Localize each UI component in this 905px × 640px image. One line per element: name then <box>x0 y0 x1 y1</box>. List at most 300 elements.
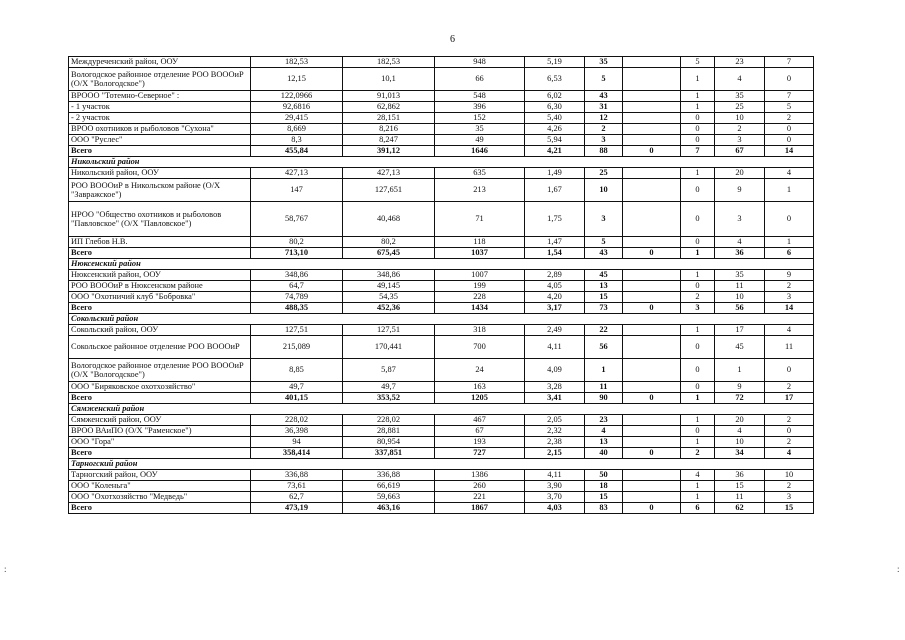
value-cell-col-7: 5 <box>681 57 715 68</box>
value-cell-col-7: 1 <box>681 481 715 492</box>
value-cell-col-5: 43 <box>585 248 623 259</box>
value-cell-col-4: 3,90 <box>525 481 585 492</box>
value-cell-col-3: 152 <box>435 113 525 124</box>
data-table-container <box>68 56 813 514</box>
section-title: Нюксенский район <box>69 259 814 270</box>
value-cell-col-6 <box>623 168 681 179</box>
value-cell-col-2: 452,36 <box>343 303 435 314</box>
value-cell-col-1: 58,767 <box>251 202 343 237</box>
value-cell-col-9: 0 <box>765 202 814 237</box>
organization-name-cell: - 1 участок <box>69 102 251 113</box>
value-cell-col-4: 5,40 <box>525 113 585 124</box>
value-cell-col-6 <box>623 91 681 102</box>
value-cell-col-8: 10 <box>715 113 765 124</box>
value-cell-col-9: 5 <box>765 102 814 113</box>
value-cell-col-7: 0 <box>681 135 715 146</box>
value-cell-col-5: 13 <box>585 281 623 292</box>
value-cell-col-4: 4,11 <box>525 336 585 359</box>
value-cell-col-7: 0 <box>681 124 715 135</box>
value-cell-col-8: 72 <box>715 393 765 404</box>
value-cell-col-8: 9 <box>715 179 765 202</box>
value-cell-col-1: 348,86 <box>251 270 343 281</box>
value-cell-col-5: 90 <box>585 393 623 404</box>
organization-name-cell: ООО "Руслес" <box>69 135 251 146</box>
value-cell-col-9: 7 <box>765 91 814 102</box>
value-cell-col-1: 94 <box>251 437 343 448</box>
value-cell-col-4: 2,89 <box>525 270 585 281</box>
value-cell-col-6 <box>623 237 681 248</box>
total-label: Всего <box>69 248 251 259</box>
organization-name-cell: Вологодское районное отделение РОО ВОООиР (О/Х "Вологодское") <box>69 359 251 382</box>
value-cell-col-8: 4 <box>715 68 765 91</box>
value-cell-col-7: 1 <box>681 437 715 448</box>
value-cell-col-3: 548 <box>435 91 525 102</box>
value-cell-col-3: 49 <box>435 135 525 146</box>
value-cell-col-9: 0 <box>765 359 814 382</box>
table-row <box>69 179 814 202</box>
value-cell-col-6 <box>623 68 681 91</box>
value-cell-col-6 <box>623 113 681 124</box>
value-cell-col-4: 1,67 <box>525 179 585 202</box>
value-cell-col-1: 147 <box>251 179 343 202</box>
organization-name-cell: Никольский район, ООУ <box>69 168 251 179</box>
value-cell-col-6 <box>623 102 681 113</box>
total-label: Всего <box>69 303 251 314</box>
value-cell-col-2: 348,86 <box>343 270 435 281</box>
value-cell-col-2: 80,954 <box>343 437 435 448</box>
value-cell-col-7: 1 <box>681 415 715 426</box>
value-cell-col-4: 2,49 <box>525 325 585 336</box>
value-cell-col-7: 1 <box>681 492 715 503</box>
value-cell-col-6: 0 <box>623 448 681 459</box>
value-cell-col-9: 17 <box>765 393 814 404</box>
value-cell-col-5: 11 <box>585 382 623 393</box>
organization-name-cell: ООО "Биряковское охотхозяйство" <box>69 382 251 393</box>
table-row <box>69 270 814 281</box>
value-cell-col-9: 9 <box>765 270 814 281</box>
value-cell-col-5: 35 <box>585 57 623 68</box>
value-cell-col-1: 401,15 <box>251 393 343 404</box>
value-cell-col-5: 23 <box>585 415 623 426</box>
value-cell-col-5: 5 <box>585 68 623 91</box>
value-cell-col-7: 1 <box>681 91 715 102</box>
value-cell-col-6 <box>623 325 681 336</box>
value-cell-col-4: 1,75 <box>525 202 585 237</box>
value-cell-col-6 <box>623 437 681 448</box>
value-cell-col-4: 1,54 <box>525 248 585 259</box>
organization-name-cell: ООО "Охотхозяйство "Медведь" <box>69 492 251 503</box>
value-cell-col-3: 318 <box>435 325 525 336</box>
value-cell-col-8: 35 <box>715 91 765 102</box>
value-cell-col-1: 122,0966 <box>251 91 343 102</box>
value-cell-col-8: 11 <box>715 281 765 292</box>
value-cell-col-4: 4,11 <box>525 470 585 481</box>
value-cell-col-7: 1 <box>681 102 715 113</box>
value-cell-col-9: 2 <box>765 481 814 492</box>
value-cell-col-9: 14 <box>765 146 814 157</box>
value-cell-col-8: 10 <box>715 292 765 303</box>
value-cell-col-6 <box>623 281 681 292</box>
value-cell-col-7: 0 <box>681 237 715 248</box>
value-cell-col-9: 2 <box>765 415 814 426</box>
value-cell-col-1: 80,2 <box>251 237 343 248</box>
value-cell-col-5: 15 <box>585 292 623 303</box>
value-cell-col-7: 1 <box>681 270 715 281</box>
value-cell-col-9: 1 <box>765 179 814 202</box>
value-cell-col-8: 1 <box>715 359 765 382</box>
section-title: Никольский район <box>69 157 814 168</box>
total-row <box>69 248 814 259</box>
value-cell-col-3: 396 <box>435 102 525 113</box>
value-cell-col-8: 36 <box>715 248 765 259</box>
value-cell-col-2: 8,247 <box>343 135 435 146</box>
value-cell-col-6: 0 <box>623 503 681 514</box>
value-cell-col-9: 6 <box>765 248 814 259</box>
value-cell-col-6 <box>623 179 681 202</box>
value-cell-col-9: 15 <box>765 503 814 514</box>
value-cell-col-6 <box>623 481 681 492</box>
value-cell-col-5: 25 <box>585 168 623 179</box>
value-cell-col-4: 3,70 <box>525 492 585 503</box>
value-cell-col-2: 675,45 <box>343 248 435 259</box>
value-cell-col-8: 4 <box>715 237 765 248</box>
section-header-row <box>69 314 814 325</box>
value-cell-col-6: 0 <box>623 303 681 314</box>
value-cell-col-8: 67 <box>715 146 765 157</box>
value-cell-col-5: 56 <box>585 336 623 359</box>
organization-name-cell: ВРООО "Тотемно-Северное" : <box>69 91 251 102</box>
value-cell-col-3: 163 <box>435 382 525 393</box>
total-label: Всего <box>69 448 251 459</box>
value-cell-col-5: 50 <box>585 470 623 481</box>
value-cell-col-4: 4,05 <box>525 281 585 292</box>
value-cell-col-8: 15 <box>715 481 765 492</box>
value-cell-col-3: 467 <box>435 415 525 426</box>
section-title: Сямженский район <box>69 404 814 415</box>
value-cell-col-1: 215,089 <box>251 336 343 359</box>
value-cell-col-3: 228 <box>435 292 525 303</box>
value-cell-col-6: 0 <box>623 248 681 259</box>
value-cell-col-1: 182,53 <box>251 57 343 68</box>
value-cell-col-1: 336,88 <box>251 470 343 481</box>
value-cell-col-9: 0 <box>765 426 814 437</box>
table-row <box>69 57 814 68</box>
value-cell-col-2: 5,87 <box>343 359 435 382</box>
total-label: Всего <box>69 503 251 514</box>
organization-name-cell: ВРОО охотников и рыболовов "Сухона" <box>69 124 251 135</box>
value-cell-col-3: 1386 <box>435 470 525 481</box>
value-cell-col-3: 71 <box>435 202 525 237</box>
value-cell-col-1: 64,7 <box>251 281 343 292</box>
value-cell-col-9: 4 <box>765 448 814 459</box>
value-cell-col-9: 2 <box>765 281 814 292</box>
edge-mark-right: : <box>897 564 900 574</box>
value-cell-col-8: 3 <box>715 202 765 237</box>
value-cell-col-2: 49,145 <box>343 281 435 292</box>
edge-mark-left: : <box>4 564 7 574</box>
table-body <box>69 57 814 514</box>
value-cell-col-4: 6,02 <box>525 91 585 102</box>
value-cell-col-2: 391,12 <box>343 146 435 157</box>
value-cell-col-7: 0 <box>681 336 715 359</box>
table-row <box>69 426 814 437</box>
organization-name-cell: НРОО "Общество охотников и рыболовов "Павловское" (О/Х "Павловское") <box>69 202 251 237</box>
section-title: Тарногский район <box>69 459 814 470</box>
value-cell-col-3: 1007 <box>435 270 525 281</box>
value-cell-col-1: 8,669 <box>251 124 343 135</box>
value-cell-col-8: 20 <box>715 415 765 426</box>
value-cell-col-5: 1 <box>585 359 623 382</box>
value-cell-col-9: 4 <box>765 325 814 336</box>
value-cell-col-8: 25 <box>715 102 765 113</box>
value-cell-col-4: 3,17 <box>525 303 585 314</box>
total-row <box>69 503 814 514</box>
value-cell-col-8: 10 <box>715 437 765 448</box>
page-number: 6 <box>450 34 455 45</box>
value-cell-col-1: 29,415 <box>251 113 343 124</box>
value-cell-col-2: 49,7 <box>343 382 435 393</box>
value-cell-col-2: 170,441 <box>343 336 435 359</box>
value-cell-col-5: 18 <box>585 481 623 492</box>
value-cell-col-8: 34 <box>715 448 765 459</box>
value-cell-col-3: 67 <box>435 426 525 437</box>
table-row <box>69 359 814 382</box>
value-cell-col-5: 83 <box>585 503 623 514</box>
value-cell-col-8: 4 <box>715 426 765 437</box>
value-cell-col-6 <box>623 135 681 146</box>
value-cell-col-1: 62,7 <box>251 492 343 503</box>
value-cell-col-5: 13 <box>585 437 623 448</box>
value-cell-col-6 <box>623 57 681 68</box>
value-cell-col-3: 1867 <box>435 503 525 514</box>
value-cell-col-4: 6,53 <box>525 68 585 91</box>
table-row <box>69 124 814 135</box>
value-cell-col-8: 23 <box>715 57 765 68</box>
value-cell-col-5: 31 <box>585 102 623 113</box>
value-cell-col-7: 1 <box>681 325 715 336</box>
value-cell-col-6 <box>623 359 681 382</box>
value-cell-col-8: 35 <box>715 270 765 281</box>
value-cell-col-2: 28,151 <box>343 113 435 124</box>
value-cell-col-7: 1 <box>681 68 715 91</box>
value-cell-col-4: 2,38 <box>525 437 585 448</box>
value-cell-col-1: 488,35 <box>251 303 343 314</box>
value-cell-col-2: 62,862 <box>343 102 435 113</box>
value-cell-col-6 <box>623 124 681 135</box>
organization-name-cell: Сямженский район, ООУ <box>69 415 251 426</box>
table-row <box>69 382 814 393</box>
value-cell-col-5: 88 <box>585 146 623 157</box>
value-cell-col-2: 80,2 <box>343 237 435 248</box>
table-row <box>69 481 814 492</box>
total-label: Всего <box>69 146 251 157</box>
value-cell-col-5: 2 <box>585 124 623 135</box>
value-cell-col-9: 0 <box>765 135 814 146</box>
value-cell-col-6 <box>623 382 681 393</box>
value-cell-col-7: 4 <box>681 470 715 481</box>
value-cell-col-3: 700 <box>435 336 525 359</box>
organization-name-cell: - 2 участок <box>69 113 251 124</box>
value-cell-col-5: 4 <box>585 426 623 437</box>
organization-name-cell: Вологодское районное отделение РОО ВОООиР (О/Х "Вологодское") <box>69 68 251 91</box>
value-cell-col-3: 35 <box>435 124 525 135</box>
organization-name-cell: Нюксенский район, ООУ <box>69 270 251 281</box>
value-cell-col-4: 1,49 <box>525 168 585 179</box>
value-cell-col-3: 260 <box>435 481 525 492</box>
table-row <box>69 113 814 124</box>
value-cell-col-6 <box>623 470 681 481</box>
value-cell-col-6 <box>623 426 681 437</box>
value-cell-col-7: 2 <box>681 292 715 303</box>
total-row <box>69 393 814 404</box>
table-row <box>69 437 814 448</box>
value-cell-col-7: 7 <box>681 146 715 157</box>
value-cell-col-1: 92,6816 <box>251 102 343 113</box>
hunting-data-table <box>68 56 814 514</box>
value-cell-col-9: 10 <box>765 470 814 481</box>
total-row <box>69 448 814 459</box>
value-cell-col-4: 4,03 <box>525 503 585 514</box>
table-row <box>69 202 814 237</box>
value-cell-col-8: 36 <box>715 470 765 481</box>
value-cell-col-7: 6 <box>681 503 715 514</box>
table-row <box>69 68 814 91</box>
value-cell-col-4: 2,05 <box>525 415 585 426</box>
organization-name-cell: Сокольское районное отделение РОО ВОООиР <box>69 336 251 359</box>
value-cell-col-1: 74,789 <box>251 292 343 303</box>
value-cell-col-4: 3,41 <box>525 393 585 404</box>
value-cell-col-4: 4,21 <box>525 146 585 157</box>
value-cell-col-2: 8,216 <box>343 124 435 135</box>
value-cell-col-7: 0 <box>681 426 715 437</box>
table-row <box>69 470 814 481</box>
value-cell-col-2: 59,663 <box>343 492 435 503</box>
value-cell-col-2: 182,53 <box>343 57 435 68</box>
value-cell-col-3: 221 <box>435 492 525 503</box>
value-cell-col-6 <box>623 336 681 359</box>
value-cell-col-7: 0 <box>681 202 715 237</box>
organization-name-cell: ВРОО ВАиПО (О/Х "Раменское") <box>69 426 251 437</box>
value-cell-col-3: 1646 <box>435 146 525 157</box>
value-cell-col-2: 66,619 <box>343 481 435 492</box>
table-row <box>69 415 814 426</box>
value-cell-col-8: 17 <box>715 325 765 336</box>
value-cell-col-7: 0 <box>681 359 715 382</box>
value-cell-col-8: 9 <box>715 382 765 393</box>
value-cell-col-1: 8,85 <box>251 359 343 382</box>
value-cell-col-2: 54,35 <box>343 292 435 303</box>
value-cell-col-5: 3 <box>585 202 623 237</box>
value-cell-col-4: 6,30 <box>525 102 585 113</box>
value-cell-col-4: 5,94 <box>525 135 585 146</box>
value-cell-col-3: 213 <box>435 179 525 202</box>
organization-name-cell: Междуреченский район, ООУ <box>69 57 251 68</box>
value-cell-col-6 <box>623 202 681 237</box>
value-cell-col-2: 463,16 <box>343 503 435 514</box>
value-cell-col-1: 358,414 <box>251 448 343 459</box>
value-cell-col-3: 118 <box>435 237 525 248</box>
value-cell-col-1: 8,3 <box>251 135 343 146</box>
table-row <box>69 168 814 179</box>
value-cell-col-6: 0 <box>623 146 681 157</box>
value-cell-col-9: 1 <box>765 237 814 248</box>
value-cell-col-1: 228,02 <box>251 415 343 426</box>
organization-name-cell: ООО "Гора" <box>69 437 251 448</box>
value-cell-col-3: 193 <box>435 437 525 448</box>
value-cell-col-7: 1 <box>681 248 715 259</box>
value-cell-col-3: 1434 <box>435 303 525 314</box>
value-cell-col-1: 713,10 <box>251 248 343 259</box>
value-cell-col-3: 66 <box>435 68 525 91</box>
value-cell-col-2: 353,52 <box>343 393 435 404</box>
value-cell-col-8: 3 <box>715 135 765 146</box>
value-cell-col-5: 43 <box>585 91 623 102</box>
value-cell-col-9: 2 <box>765 113 814 124</box>
organization-name-cell: РОО ВОООиР в Нюксенском районе <box>69 281 251 292</box>
value-cell-col-1: 473,19 <box>251 503 343 514</box>
value-cell-col-1: 49,7 <box>251 382 343 393</box>
total-row <box>69 303 814 314</box>
value-cell-col-3: 948 <box>435 57 525 68</box>
value-cell-col-2: 91,013 <box>343 91 435 102</box>
value-cell-col-2: 427,13 <box>343 168 435 179</box>
value-cell-col-9: 0 <box>765 124 814 135</box>
value-cell-col-9: 4 <box>765 168 814 179</box>
value-cell-col-1: 73,61 <box>251 481 343 492</box>
organization-name-cell: ООО "Охотничий клуб "Бобровка" <box>69 292 251 303</box>
section-title: Сокольский район <box>69 314 814 325</box>
value-cell-col-5: 15 <box>585 492 623 503</box>
value-cell-col-6 <box>623 270 681 281</box>
organization-name-cell: ООО "Коленьга" <box>69 481 251 492</box>
value-cell-col-8: 20 <box>715 168 765 179</box>
value-cell-col-3: 199 <box>435 281 525 292</box>
value-cell-col-7: 2 <box>681 448 715 459</box>
table-row <box>69 102 814 113</box>
value-cell-col-7: 0 <box>681 281 715 292</box>
value-cell-col-9: 14 <box>765 303 814 314</box>
value-cell-col-7: 1 <box>681 393 715 404</box>
table-row <box>69 292 814 303</box>
value-cell-col-6 <box>623 492 681 503</box>
value-cell-col-4: 2,15 <box>525 448 585 459</box>
value-cell-col-4: 4,09 <box>525 359 585 382</box>
value-cell-col-1: 36,398 <box>251 426 343 437</box>
value-cell-col-9: 2 <box>765 382 814 393</box>
value-cell-col-8: 45 <box>715 336 765 359</box>
section-header-row <box>69 459 814 470</box>
value-cell-col-8: 11 <box>715 492 765 503</box>
value-cell-col-7: 0 <box>681 179 715 202</box>
table-row <box>69 237 814 248</box>
value-cell-col-2: 28,881 <box>343 426 435 437</box>
value-cell-col-3: 1037 <box>435 248 525 259</box>
value-cell-col-1: 455,84 <box>251 146 343 157</box>
value-cell-col-5: 3 <box>585 135 623 146</box>
section-header-row <box>69 259 814 270</box>
total-label: Всего <box>69 393 251 404</box>
value-cell-col-1: 127,51 <box>251 325 343 336</box>
value-cell-col-5: 45 <box>585 270 623 281</box>
value-cell-col-5: 12 <box>585 113 623 124</box>
value-cell-col-2: 337,851 <box>343 448 435 459</box>
table-row <box>69 336 814 359</box>
value-cell-col-4: 2,32 <box>525 426 585 437</box>
value-cell-col-6: 0 <box>623 393 681 404</box>
value-cell-col-5: 40 <box>585 448 623 459</box>
table-row <box>69 492 814 503</box>
value-cell-col-9: 0 <box>765 68 814 91</box>
